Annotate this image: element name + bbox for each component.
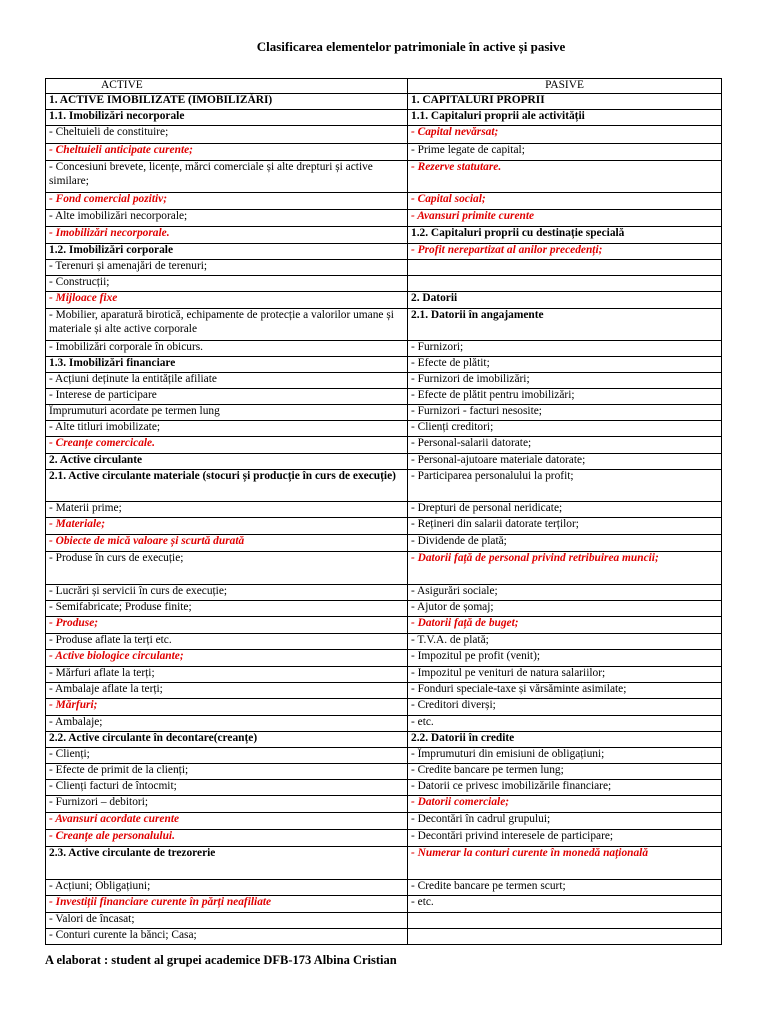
table-row <box>46 309 722 341</box>
pasive-cell: - Ajutor de șomaj; <box>408 601 722 617</box>
active-cell: - Semifabricate; Produse finite; <box>46 601 408 617</box>
active-cell: - Terenuri și amenajări de terenuri; <box>46 260 408 276</box>
pasive-cell: - Personal-salarii datorate; <box>408 437 722 454</box>
pasive-cell: - etc. <box>408 716 722 732</box>
active-cell: - Produse aflate la terți etc. <box>46 634 408 650</box>
pasive-cell: - Capital social; <box>408 193 722 210</box>
active-cell: - Alte imobilizări necorporale; <box>46 210 408 227</box>
table-row <box>46 813 722 830</box>
active-cell: - Conturi curente la bănci; Casa; <box>46 929 408 945</box>
pasive-cell: - Asigurări sociale; <box>408 585 722 601</box>
table-row <box>46 518 722 535</box>
table-row <box>46 373 722 389</box>
table-row <box>46 126 722 144</box>
pasive-cell: - Împrumuturi din emisiuni de obligațiuni; <box>408 748 722 764</box>
table-row <box>46 454 722 470</box>
pasive-cell <box>408 913 722 929</box>
active-cell: - Creanțe ale personalului. <box>46 830 408 847</box>
active-cell: - Valori de încasat; <box>46 913 408 929</box>
active-cell: - Obiecte de mică valoare și scurtă durată <box>46 535 408 552</box>
table-row <box>46 585 722 601</box>
classification-table <box>45 78 722 945</box>
pasive-cell: - Datorii față de buget; <box>408 617 722 634</box>
pasive-cell: - Clienți creditori; <box>408 421 722 437</box>
pasive-cell: - Credite bancare pe termen scurt; <box>408 880 722 896</box>
table-row <box>46 244 722 260</box>
active-cell: 1.1. Imobilizări necorporale <box>46 110 408 126</box>
author-footer: A elaborat : student al grupei academice DFB-173 Albina Cristian <box>45 953 397 967</box>
active-cell: - Mijloace fixe <box>46 292 408 309</box>
table-row <box>46 880 722 896</box>
active-cell: - Acțiuni; Obligațiuni; <box>46 880 408 896</box>
active-cell: - Lucrări și servicii în curs de execuție; <box>46 585 408 601</box>
table-row <box>46 830 722 847</box>
header-active: ACTIVE <box>46 79 408 94</box>
pasive-cell: 2. Datorii <box>408 292 722 309</box>
active-cell: - Cheltuieli anticipate curente; <box>46 144 408 161</box>
active-cell: 2.2. Active circulante în decontare(creanțe) <box>46 732 408 748</box>
pasive-cell <box>408 929 722 945</box>
table-row <box>46 617 722 634</box>
pasive-cell: 2.2. Datorii în credite <box>408 732 722 748</box>
active-cell: - Cheltuieli de constituire; <box>46 126 408 144</box>
active-cell: - Investiții financiare curente în părți neafiliate <box>46 896 408 913</box>
pasive-cell: - Prime legate de capital; <box>408 144 722 161</box>
pasive-cell: - Capital nevărsat; <box>408 126 722 144</box>
table-row <box>46 650 722 667</box>
active-cell: - Produse în curs de execuție; <box>46 552 408 585</box>
pasive-cell: 1. CAPITALURI PROPRII <box>408 94 722 110</box>
active-cell: - Ambalaje; <box>46 716 408 732</box>
pasive-cell: - Dividende de plată; <box>408 535 722 552</box>
active-cell: - Ambalaje aflate la terți; <box>46 683 408 699</box>
table-row <box>46 144 722 161</box>
table-row <box>46 357 722 373</box>
table-row <box>46 929 722 945</box>
active-cell: - Clienți; <box>46 748 408 764</box>
pasive-cell: - Efecte de plătit; <box>408 357 722 373</box>
table-row <box>46 699 722 716</box>
pasive-cell: - Profit nerepartizat al anilor precedenți; <box>408 244 722 260</box>
active-cell: - Clienți facturi de întocmit; <box>46 780 408 796</box>
active-cell: - Concesiuni brevete, licențe, mărci comerciale și alte drepturi și active similare; <box>46 161 408 193</box>
pasive-cell: - Impozitul pe venituri de natura salariilor; <box>408 667 722 683</box>
table-row <box>46 764 722 780</box>
active-cell: - Construcții; <box>46 276 408 292</box>
pasive-cell: - Avansuri primite curente <box>408 210 722 227</box>
active-cell: - Imobilizări necorporale. <box>46 227 408 244</box>
table-row <box>46 732 722 748</box>
active-cell: - Interese de participare <box>46 389 408 405</box>
table-row <box>46 502 722 518</box>
active-cell: Împrumuturi acordate pe termen lung <box>46 405 408 421</box>
table-row <box>46 405 722 421</box>
table-row <box>46 896 722 913</box>
table-row <box>46 552 722 585</box>
active-cell: - Mărfuri aflate la terți; <box>46 667 408 683</box>
table-row <box>46 210 722 227</box>
active-cell: - Mobilier, aparatură birotică, echipamente de protecție a valorilor umane și materiale și alte active corporale <box>46 309 408 341</box>
pasive-cell <box>408 276 722 292</box>
pasive-cell: - Datorii ce privesc imobilizările financiare; <box>408 780 722 796</box>
table-row <box>46 161 722 193</box>
active-cell: - Produse; <box>46 617 408 634</box>
pasive-cell: - Fonduri speciale-taxe și vărsăminte asimilate; <box>408 683 722 699</box>
pasive-cell: - Decontări în cadrul grupului; <box>408 813 722 830</box>
active-cell: - Furnizori – debitori; <box>46 796 408 813</box>
pasive-cell: 1.2. Capitaluri proprii cu destinație specială <box>408 227 722 244</box>
pasive-cell: - Rezerve statutare. <box>408 161 722 193</box>
table-body <box>46 79 722 945</box>
table-row <box>46 276 722 292</box>
pasive-cell: - Personal-ajutoare materiale datorate; <box>408 454 722 470</box>
table-row <box>46 748 722 764</box>
active-cell: 2.3. Active circulante de trezorerie <box>46 847 408 880</box>
active-cell: - Avansuri acordate curente <box>46 813 408 830</box>
table-row <box>46 94 722 110</box>
document-title: Clasificarea elementelor patrimoniale în active și pasive <box>256 39 566 54</box>
header-pasive: PASIVE <box>408 79 722 94</box>
active-cell: 1.3. Imobilizări financiare <box>46 357 408 373</box>
pasive-cell: - Creditori diverși; <box>408 699 722 716</box>
active-cell: 2. Active circulante <box>46 454 408 470</box>
active-cell: 1.2. Imobilizări corporale <box>46 244 408 260</box>
pasive-cell: - Datorii comerciale; <box>408 796 722 813</box>
table-row <box>46 683 722 699</box>
active-cell: - Fond comercial pozitiv; <box>46 193 408 210</box>
table-row <box>46 389 722 405</box>
table-row <box>46 601 722 617</box>
pasive-cell <box>408 260 722 276</box>
pasive-cell: - Numerar la conturi curente în monedă națională <box>408 847 722 880</box>
active-cell: 1. ACTIVE IMOBILIZATE (IMOBILIZĂRI) <box>46 94 408 110</box>
table-row <box>46 913 722 929</box>
active-cell: - Mărfuri; <box>46 699 408 716</box>
table-row <box>46 193 722 210</box>
pasive-cell: - Furnizori; <box>408 341 722 357</box>
table-row <box>46 847 722 880</box>
pasive-cell: - Furnizori de imobilizări; <box>408 373 722 389</box>
table-row <box>46 667 722 683</box>
pasive-cell: - Participarea personalului la profit; <box>408 470 722 502</box>
pasive-cell: - etc. <box>408 896 722 913</box>
table-row <box>46 260 722 276</box>
table-row <box>46 796 722 813</box>
table-header-row <box>46 79 722 94</box>
table-row <box>46 110 722 126</box>
table-row <box>46 421 722 437</box>
pasive-cell: - Decontări privind interesele de participare; <box>408 830 722 847</box>
table-row <box>46 634 722 650</box>
table-row <box>46 437 722 454</box>
table-row <box>46 470 722 502</box>
table-row <box>46 341 722 357</box>
active-cell: - Active biologice circulante; <box>46 650 408 667</box>
active-cell: - Acțiuni deținute la entitățile afiliate <box>46 373 408 389</box>
pasive-cell: - Drepturi de personal neridicate; <box>408 502 722 518</box>
active-cell: - Alte titluri imobilizate; <box>46 421 408 437</box>
pasive-cell: - Rețineri din salarii datorate terților; <box>408 518 722 535</box>
active-cell: - Materii prime; <box>46 502 408 518</box>
active-cell: - Materiale; <box>46 518 408 535</box>
table-row <box>46 227 722 244</box>
table-row <box>46 780 722 796</box>
table-row <box>46 292 722 309</box>
active-cell: - Imobilizări corporale în obicurs. <box>46 341 408 357</box>
pasive-cell: - Furnizori - facturi nesosite; <box>408 405 722 421</box>
pasive-cell: - Impozitul pe profit (venit); <box>408 650 722 667</box>
pasive-cell: - Datorii față de personal privind retribuirea muncii; <box>408 552 722 585</box>
active-cell: - Efecte de primit de la clienți; <box>46 764 408 780</box>
pasive-cell: - Credite bancare pe termen lung; <box>408 764 722 780</box>
pasive-cell: - Efecte de plătit pentru imobilizări; <box>408 389 722 405</box>
pasive-cell: - T.V.A. de plată; <box>408 634 722 650</box>
active-cell: 2.1. Active circulante materiale (stocuri și producție în curs de execuție) <box>46 470 408 502</box>
active-cell: - Creanțe comercicale. <box>46 437 408 454</box>
table-row <box>46 716 722 732</box>
pasive-cell: 1.1. Capitaluri proprii ale activității <box>408 110 722 126</box>
table-row <box>46 535 722 552</box>
pasive-cell: 2.1. Datorii în angajamente <box>408 309 722 341</box>
